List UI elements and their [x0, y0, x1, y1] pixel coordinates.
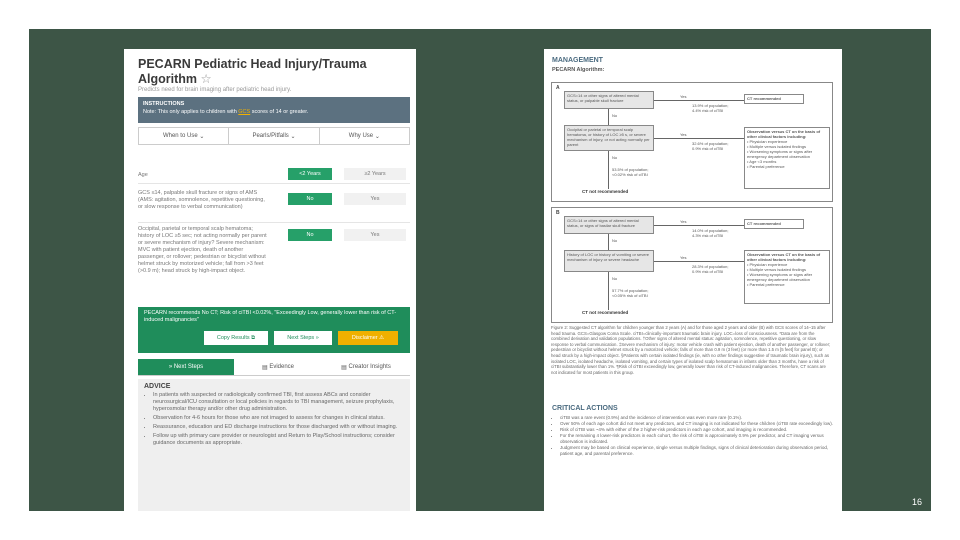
yes-label: Yes: [680, 132, 687, 137]
decision-box: GCS=14 or other signs of altered mental status, or palpable skull fracture: [564, 91, 654, 109]
critical-actions-heading: CRITICAL ACTIONS: [552, 405, 618, 412]
population-note: 32.6% of population; 0.9% risk of ciTBI: [692, 141, 729, 151]
answer-yes-button[interactable]: Yes: [344, 229, 406, 241]
connector: [608, 151, 609, 189]
answer-no-button[interactable]: No: [288, 193, 332, 205]
answer-yes-button[interactable]: Yes: [344, 193, 406, 205]
bullet-text: Parental preference: [749, 282, 785, 287]
management-heading: MANAGEMENT: [552, 57, 603, 64]
observation-box: [744, 250, 830, 304]
yes-label: Yes: [680, 94, 687, 99]
tab-creator-insights[interactable]: [322, 359, 410, 375]
observation-box: [744, 127, 830, 189]
advice-item: • In patients with suspected or radiologically confirmed TBI, first assess ABCs and consider neurosurgical/ICU consultation or local policies in regards to TBI management, seizure prophylaxis, hyperosmolar therapy and/or other drug administration.: [153, 392, 404, 413]
instructions-box: [138, 97, 410, 123]
panel-label: A: [556, 85, 560, 91]
connector: [654, 225, 744, 226]
ct-recommended-box: CT recommended: [744, 94, 804, 104]
copy-icon: ⧉: [251, 334, 256, 341]
observation-heading: Observation versus CT on the basis of other clinical factors including:: [747, 252, 821, 262]
bullet-text: Age <3 months: [749, 159, 777, 164]
instructions-pre: Note: This only applies to children with: [143, 109, 239, 115]
double-chevron-icon: »: [315, 334, 319, 341]
no-label: No: [612, 238, 618, 243]
disclaimer-label: Disclaimer: [351, 334, 378, 341]
ct-not-recommended: CT not recommended: [582, 310, 629, 315]
bullet-text: Worsening symptoms or signs after emergency department observation: [747, 149, 813, 159]
tab-pearls-label: Pearls/Pitfalls: [252, 133, 289, 139]
next-steps-button[interactable]: [274, 331, 332, 345]
no-label: No: [612, 113, 618, 118]
critical-actions: [552, 415, 834, 457]
advice-item: • Follow up with primary care provider or neurologist and Return to Play/School instructions; consider guidance documents as appropriate.: [153, 433, 404, 447]
advice-section: [138, 379, 410, 511]
bullet-text: Physician experience: [749, 262, 788, 267]
question-row-age: [138, 167, 410, 184]
population-note: 13.9% of population; 4.4% risk of ciTBI: [692, 103, 729, 113]
chevron-down-icon: ⌄: [374, 133, 380, 140]
answer-2-plus-button[interactable]: ≥2 Years: [344, 168, 406, 180]
warning-icon: ⚠: [379, 334, 385, 341]
decision-box: Occipital or parietal or temporal scalp hematoma, or history of LOC ≥5 s, or severe mechanism of injury, or not acting normally per parent: [564, 125, 654, 151]
calculator-screenshot: [124, 49, 416, 511]
tab-why-use-label: Why Use: [348, 133, 374, 139]
connector: [608, 272, 609, 310]
info-tabs: [138, 127, 410, 145]
connector: [608, 234, 609, 250]
question-row-gcs: [138, 188, 410, 223]
question-label: Occipital, parietal or temporal scalp hematoma; history of LOC ≥5 sec; not acting normally per parent or severe mechanism of injury? Severe mechanism: MVC with patient ejection, death of another passenger, or rollover; pedestrian or bicyclist without helmet struck by motorized vehicle; fall from >3 feet (>0.9 m); head struck by high-impact object.: [138, 226, 267, 274]
critical-actions-list: [552, 415, 834, 457]
panel-label: B: [556, 210, 560, 216]
document-icon: ▤: [261, 364, 268, 371]
calculator-subtitle: Predicts need for brain imaging after pediatric head injury.: [138, 87, 292, 93]
decision-box: History of LOC or history of vomiting or severe mechanism of injury or severe headache: [564, 250, 654, 272]
copy-results-button[interactable]: [204, 331, 268, 345]
disclaimer-button[interactable]: [338, 331, 398, 345]
answer-under-2-button[interactable]: <2 Years: [288, 168, 332, 180]
instructions-heading: INSTRUCTIONS: [143, 101, 185, 107]
algorithm-panel-a: [551, 82, 833, 202]
connector: [654, 138, 744, 139]
tab-when-to-use-label: When to Use: [162, 133, 198, 139]
tab-next-steps[interactable]: » Next Steps: [138, 359, 234, 375]
bullet: • Physician experience: [747, 262, 788, 267]
question-label: GCS ≤14, palpable skull fracture or signs of AMS (AMS: agitation, somnolence, repetitive questioning, or slow response to verbal communication): [138, 190, 265, 210]
bullet-text: Multiple versus isolated findings: [749, 267, 806, 272]
bullet: • Multiple versus isolated findings: [747, 144, 806, 149]
document-icon: ▤: [341, 364, 347, 371]
advice-item: • Reassurance, education and ED discharge instructions for those discharged with or without imaging.: [153, 424, 404, 431]
gcs-link[interactable]: GCS: [238, 109, 251, 115]
bottom-tabs: [138, 359, 410, 376]
tab-when-to-use[interactable]: [139, 128, 228, 144]
question-row-hematoma: [138, 224, 410, 302]
bullet: • Parental preference: [747, 282, 785, 287]
bullet: • Parental preference: [747, 164, 785, 169]
critical-action-item: • Over 50% of each age cohort did not meet any predictors, and CT imaging is not indicated for these children (ciTBI rate exceedingly low).: [560, 421, 834, 427]
critical-action-item: • ciTBI was a rare event (0.9%) and the incidence of intervention was even more rare (0.1%).: [560, 415, 834, 421]
yes-label: Yes: [680, 255, 687, 260]
bullet-text: Parental preference: [749, 164, 785, 169]
question-label: Age: [138, 172, 148, 178]
connector: [654, 100, 744, 101]
bullet: • Worsening symptoms or signs after emergency department observation: [747, 149, 813, 159]
algorithm-panel-b: [551, 207, 833, 323]
bullet: • Age <3 months: [747, 159, 777, 164]
calculator-title-text: PECARN Pediatric Head Injury/Trauma Algorithm: [138, 57, 367, 86]
bullet: • Physician experience: [747, 139, 788, 144]
favorite-star-icon[interactable]: ☆: [200, 72, 212, 86]
tab-evidence[interactable]: [234, 359, 322, 375]
calculator-title: [138, 57, 408, 87]
population-note: 57.7% of population; <0.05% risk of ciTBI: [612, 288, 649, 298]
critical-action-item: • For the remaining 4 lower-risk predictors in each cohort, the risk of ciTBI is approximately 0.9% per predictor, and CT imaging versus observation is indicated.: [560, 433, 834, 445]
tab-why-use[interactable]: [320, 128, 409, 144]
copy-results-label: Copy Results: [216, 334, 250, 341]
connector: [608, 109, 609, 125]
population-note: 28.3% of population; 0.9% risk of ciTBI: [692, 264, 729, 274]
advice-heading: ADVICE: [144, 383, 171, 390]
slide-number: 16: [911, 497, 922, 507]
result-box: [138, 307, 410, 353]
decision-box: GCS=14 or other signs of altered mental status, or signs of basilar skull fracture: [564, 216, 654, 234]
observation-heading: Observation versus CT on the basis of other clinical factors including:: [747, 129, 821, 139]
chevron-down-icon: ⌄: [199, 133, 205, 140]
management-screenshot: [544, 49, 842, 511]
advice-list: [144, 392, 404, 447]
algorithm-subheading: PECARN Algorithm:: [552, 67, 605, 73]
tab-evidence-label: Evidence: [269, 364, 295, 370]
no-label: No: [612, 155, 618, 160]
advice-item: • Observation for 4-6 hours for those who are not imaged to assess for changes in clinical status.: [153, 415, 404, 422]
yes-label: Yes: [680, 219, 687, 224]
chevron-down-icon: ⌄: [290, 133, 296, 140]
next-steps-label: Next Steps: [287, 334, 315, 341]
bullet-text: Worsening symptoms or signs after emergency department observation: [747, 272, 813, 282]
answer-no-button[interactable]: No: [288, 229, 332, 241]
population-note: 14.0% of population; 4.3% risk of ciTBI: [692, 228, 729, 238]
critical-action-item: • Judgment may be based on clinical experience, single versus multiple findings, signs of clinical deterioration during observation period, patient age, and parental preference.: [560, 445, 834, 457]
ct-not-recommended: CT not recommended: [582, 189, 629, 194]
critical-action-item: • Risk of ciTBI was ~4% with either of the 2 higher-risk predictors in each age cohort, and imaging is recommended.: [560, 427, 834, 433]
result-text: PECARN recommends No CT; Risk of ciTBI <0.02%, "Exceedingly Low, generally lower than risk of CT-induced malignancies": [144, 310, 397, 323]
instructions-post: scores of 14 or greater.: [250, 109, 309, 115]
tab-pearls-pitfalls[interactable]: [228, 128, 319, 144]
ct-recommended-box: CT recommended: [744, 219, 804, 229]
figure-caption: Figure 2: Suggested CT algorithm for children younger than 2 years (A) and for those aged 2 years and older (B) with GCS scores of 14–15 after head trauma. GCS=Glasgow Coma Scale. ciTBI=clinically-important traumatic brain injury. LOC=loss of consciousness. *Data are from the combined derivation and validation populations. †Other signs of altered mental status: agitation, somnolence, repetitive questioning, or slow response to verbal communication. ‡Severe mechanism of injury: motor vehicle crash with patient ejection, death of another passenger, or rollover; pedestrian or bicyclist without helmet struck by a motorized vehicle; falls of more than 0.9 m (3 feet) (or more than 1.5 m [5 feet] for panel B); or head struck by a high-impact object. §Patients with certain isolated findings (ie, with no other findings suggestive of traumatic brain injury), such as isolated LOC, isolated headache, isolated vomiting, and certain types of isolated scalp hematomas in infants older than 3 months, have a risk of ciTBI substantially lower than 1%. ¶Risk of ciTBI exceedingly low, generally lower than risk of CT-induced malignancies. Therefore, CT scans are not indicated for most patients in this group.: [551, 325, 831, 375]
population-note: 53.5% of population; <0.02% risk of ciTBI: [612, 167, 649, 177]
bullet-text: Physician experience: [749, 139, 788, 144]
connector: [654, 261, 744, 262]
bullet: • Multiple versus isolated findings: [747, 267, 806, 272]
no-label: No: [612, 276, 618, 281]
bullet: • Worsening symptoms or signs after emergency department observation: [747, 272, 813, 282]
bullet-text: Multiple versus isolated findings: [749, 144, 806, 149]
tab-creator-label: Creator Insights: [348, 364, 391, 370]
